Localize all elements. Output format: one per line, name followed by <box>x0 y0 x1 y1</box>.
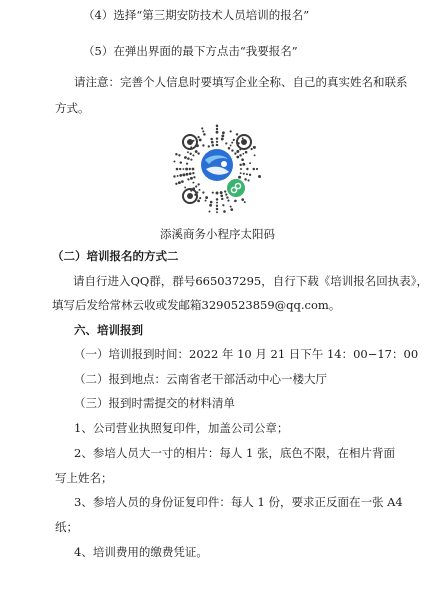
qr-dot <box>186 163 188 165</box>
qr-dot <box>230 130 232 132</box>
materials-list-heading: （三）报到时需提交的材料清单 <box>74 396 235 410</box>
qr-dot <box>209 211 211 213</box>
qr-dot <box>251 148 253 150</box>
qr-dot <box>187 157 190 160</box>
qr-dot <box>216 125 219 128</box>
qr-dot <box>230 208 233 211</box>
notice-line-1: 请注意：完善个人信息时要填写企业全称、自己的真实姓名和联系 <box>74 75 408 89</box>
qr-dot <box>241 158 244 161</box>
qr-dot <box>175 153 177 155</box>
qr-dot <box>177 175 179 177</box>
qr-dot <box>236 133 238 135</box>
qr-dot <box>192 172 194 174</box>
qr-dot <box>190 177 193 180</box>
qr-dot <box>197 152 199 154</box>
qr-dot <box>205 200 207 202</box>
qr-dot <box>212 192 214 194</box>
qr-dot <box>192 154 194 156</box>
qr-dot <box>216 205 218 207</box>
qr-dot <box>193 176 195 178</box>
step-5-text: （5）在弹出界面的最下方点击“我要报名” <box>83 44 298 58</box>
qr-dot <box>216 137 218 139</box>
qr-dot <box>179 168 181 170</box>
qr-dot <box>173 175 175 177</box>
step-4-text: （4）选择“第三期安防技术人员培训的报名” <box>83 8 310 22</box>
qr-dot <box>238 176 241 179</box>
qr-dot <box>216 192 219 195</box>
qr-dot <box>242 163 245 166</box>
method-2-line-2: 填写后发给常林云收或发邮箱3290523859@qq.com。 <box>52 298 341 312</box>
qr-dot <box>185 168 188 171</box>
qr-dot <box>216 141 218 143</box>
qr-dot <box>187 178 189 180</box>
method-2-line-1: 请自行进入QQ群，群号665037295，自行下载《培训报名回执表》， <box>73 274 428 288</box>
qr-dot <box>246 168 248 170</box>
qr-dot <box>249 162 251 164</box>
material-item-2-line-1: 2、参培人员大一寸的相片：每人 1 张，底色不限，在相片背面 <box>74 446 395 460</box>
qr-dot <box>189 172 192 175</box>
qr-dot <box>221 134 224 137</box>
qr-dot <box>254 154 256 156</box>
qr-dot <box>180 161 182 163</box>
qr-dot <box>216 208 219 211</box>
qr-dot <box>197 183 199 185</box>
qr-dot <box>240 172 242 174</box>
qr-dot <box>231 142 233 144</box>
qr-dot <box>249 174 251 176</box>
qr-dot <box>242 153 244 155</box>
material-item-2-line-2: 写上姓名； <box>55 471 113 485</box>
qr-dot <box>181 180 184 183</box>
material-item-3-line-2: 纸； <box>55 520 78 534</box>
qr-dot <box>212 144 215 147</box>
qr-caption: 添溪商务小程序太阳码 <box>160 227 275 241</box>
qr-dot <box>216 198 219 201</box>
qr-dot <box>220 194 223 197</box>
qr-dot <box>202 130 204 132</box>
qr-dot <box>221 138 224 141</box>
qr-dot <box>216 202 218 204</box>
qr-dot <box>216 144 219 147</box>
qr-dot <box>195 185 197 187</box>
qr-dot <box>192 182 194 184</box>
qr-dot <box>211 141 214 144</box>
qr-dot <box>201 127 203 129</box>
mini-program-qr-code <box>168 120 266 218</box>
qr-dot <box>197 200 200 203</box>
qr-dot <box>244 201 246 203</box>
qr-dot <box>231 149 233 151</box>
qr-dot <box>187 151 189 153</box>
qr-dot <box>224 190 226 192</box>
qr-dot <box>222 131 225 134</box>
qr-dot <box>222 204 224 206</box>
qr-dot <box>199 138 202 141</box>
qr-dot <box>178 181 181 184</box>
qr-dot <box>241 198 244 201</box>
qr-dot <box>178 154 180 156</box>
qr-dot <box>242 137 244 139</box>
qr-dot <box>210 138 213 141</box>
registration-location: （二）报到地点：云南省老干部活动中心一楼大厅 <box>74 372 327 386</box>
qr-dot <box>208 145 210 147</box>
qr-dot <box>225 142 227 144</box>
qr-dot <box>216 128 218 130</box>
qr-dot <box>256 168 258 170</box>
qr-dot <box>220 191 223 194</box>
qr-dot <box>258 175 261 178</box>
qr-dot <box>221 198 223 200</box>
qr-dot <box>186 173 189 176</box>
qr-dot <box>223 210 226 213</box>
qr-dot <box>253 168 256 171</box>
qr-dot <box>203 133 206 136</box>
qr-dot <box>184 186 186 188</box>
qr-dot <box>228 147 231 150</box>
qr-dot <box>240 168 242 170</box>
qr-dot <box>199 197 201 199</box>
qr-dot <box>173 160 175 162</box>
qr-dot <box>233 139 235 141</box>
qr-finder-dot <box>241 139 247 145</box>
material-item-4: 4、培训费用的缴费凭证。 <box>74 545 208 559</box>
qr-dot <box>236 150 239 153</box>
qr-dot <box>236 156 239 159</box>
qr-dot <box>246 173 248 175</box>
qr-dot <box>199 189 201 191</box>
registration-time: （一）培训报到时间：2022 年 10 月 21 日下午 14：00−17：00 <box>74 347 419 361</box>
qr-dot <box>175 183 177 185</box>
qr-dot <box>234 200 237 203</box>
notice-line-2: 方式。 <box>55 101 90 115</box>
qr-dot <box>245 151 248 154</box>
qr-dot <box>210 201 213 204</box>
qr-dot <box>189 153 191 155</box>
qr-finder-dot <box>187 139 193 145</box>
qr-dot <box>189 168 191 170</box>
qr-dot <box>230 145 232 147</box>
qr-dot <box>216 211 218 213</box>
center-logo-icon <box>198 146 236 184</box>
qr-dot <box>197 136 199 138</box>
qr-dot <box>202 144 204 146</box>
qr-dot <box>205 196 208 199</box>
qr-dot <box>179 174 182 177</box>
qr-dot <box>244 178 246 180</box>
qr-dot <box>192 168 195 171</box>
qr-finder-dot <box>187 193 193 199</box>
qr-dot <box>182 168 184 170</box>
qr-dot <box>248 179 250 181</box>
qr-code-graphic <box>168 120 266 218</box>
qr-dot <box>190 159 192 161</box>
qr-dot <box>209 204 212 207</box>
link-icon <box>227 179 245 197</box>
qr-dot <box>253 146 256 149</box>
qr-dot <box>226 196 228 198</box>
qr-dot <box>216 131 219 134</box>
qr-dot <box>230 206 232 208</box>
method-2-heading: （二）培训报名的方式二 <box>52 249 179 263</box>
qr-dot <box>202 191 204 193</box>
qr-dot <box>225 193 227 195</box>
qr-dot <box>234 152 236 154</box>
qr-dot <box>243 173 245 175</box>
qr-dot <box>227 200 229 202</box>
material-item-3-line-1: 3、参培人员的身份证复印件：每人 1 份，要求正反面在一张 A4 <box>74 495 403 509</box>
qr-dot <box>239 164 241 166</box>
qr-dot <box>182 173 185 176</box>
section-6-heading: 六、培训报到 <box>74 323 143 337</box>
qr-dot <box>184 156 187 159</box>
material-item-1: 1、公司营业执照复印件，加盖公司公章； <box>74 421 289 435</box>
qr-dot <box>176 168 179 171</box>
qr-dot <box>239 154 241 156</box>
qr-dot <box>195 150 198 153</box>
